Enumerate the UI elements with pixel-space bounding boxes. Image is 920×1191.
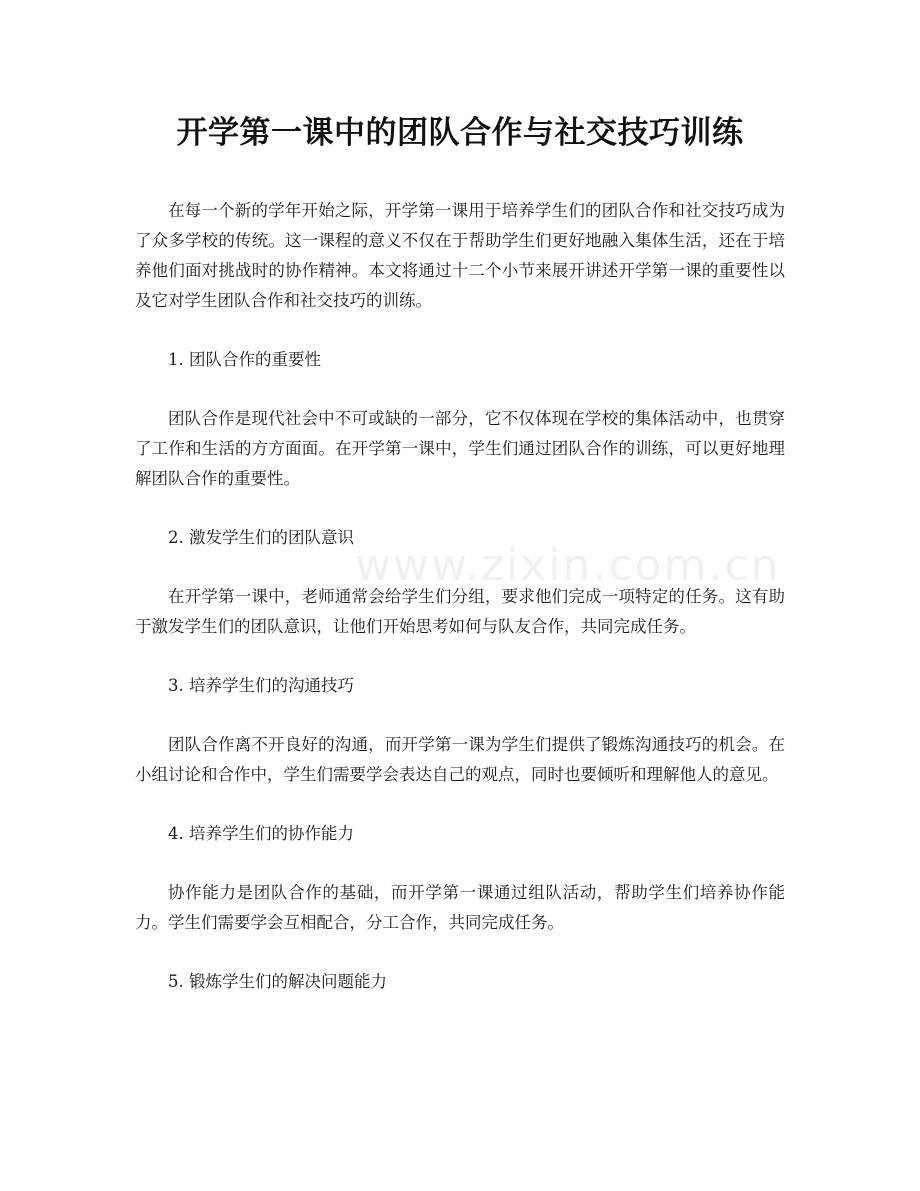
document-title: 开学第一课中的团队合作与社交技巧训练	[176, 115, 744, 151]
section-5-heading: 5. 锻炼学生们的解决问题能力	[168, 972, 387, 991]
intro-paragraph: 在每一个新的学年开始之际，开学第一课用于培养学生们的团队合作和社交技巧成为了众多学校的传统。这一课程的意义不仅在于帮助学生们更好地融入集体生活，还在于培养他们面对挑战时的协作精神。本文将通过十二个小节来展开讲述开学第一课的重要性以及它对学生团队合作和社交技巧的训练。	[135, 201, 785, 310]
section-4-body: 协作能力是团队合作的基础，而开学第一课通过组队活动，帮助学生们培养协作能力。学生们需要学会互相配合，分工合作，共同完成任务。	[135, 883, 785, 932]
section-4-heading: 4. 培养学生们的协作能力	[168, 824, 354, 843]
section-1-heading: 1. 团队合作的重要性	[168, 350, 321, 369]
section-2-heading: 2. 激发学生们的团队意识	[168, 528, 354, 547]
section-3-heading: 3. 培养学生们的沟通技巧	[168, 676, 354, 695]
section-1-body: 团队合作是现代社会中不可或缺的一部分，它不仅体现在学校的集体活动中，也贯穿了工作和生活的方方面面。在开学第一课中，学生们通过团队合作的训练，可以更好地理解团队合作的重要性。	[135, 409, 785, 488]
section-2-body: 在开学第一课中，老师通常会给学生们分组，要求他们完成一项特定的任务。这有助于激发学生们的团队意识，让他们开始思考如何与队友合作，共同完成任务。	[135, 587, 785, 636]
watermark: www.zixin.com.cn	[355, 540, 781, 591]
section-3-body: 团队合作离不开良好的沟通，而开学第一课为学生们提供了锻炼沟通技巧的机会。在小组讨论和合作中，学生们需要学会表达自己的观点，同时也要倾听和理解他人的意见。	[135, 735, 785, 784]
